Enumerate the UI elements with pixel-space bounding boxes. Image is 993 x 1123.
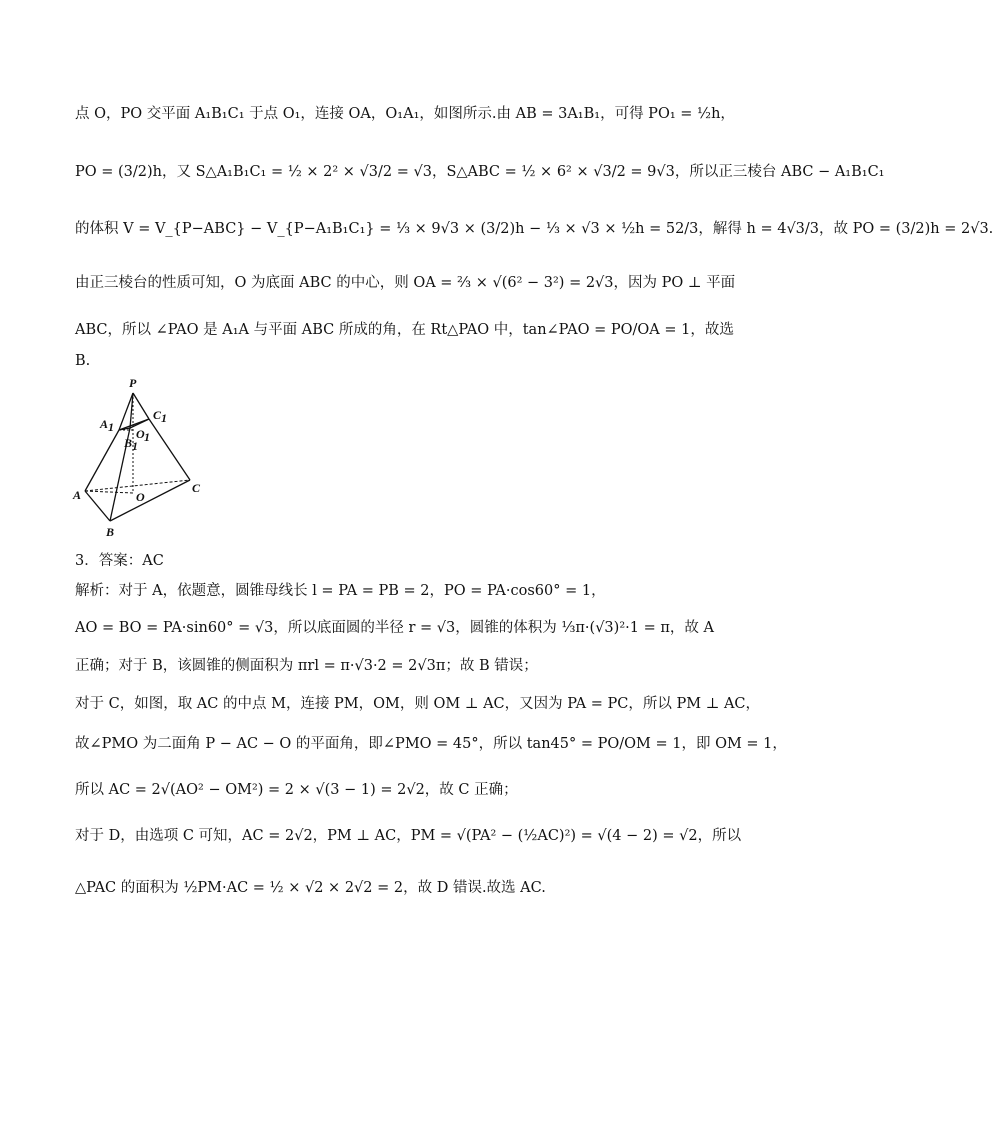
edge-C1-C [149, 419, 190, 480]
edge-P-C1 [133, 393, 149, 419]
label-A: A [73, 488, 82, 502]
text-line-8: 解析：对于 A，依题意，圆锥母线长 l = PA = PB = 2，PO = PA·cos60° = 1， [75, 583, 606, 599]
label-P: P [129, 376, 137, 390]
truncated-pyramid-figure [62, 372, 232, 542]
label-O1-sub: 1 [144, 430, 150, 444]
label-B1-sub: 1 [132, 439, 138, 453]
text-line-13: 所以 AC = 2√(AO² − OM²) = 2 × √(3 − 1) = 2√2，故 C 正确； [75, 782, 518, 798]
label-B1: B [124, 436, 133, 450]
edge-B-C [110, 480, 190, 521]
text-line-3: 的体积 V = V_{P−ABC} − V_{P−A₁B₁C₁} = ⅓ × 9√3 × (3/2)h − ⅓ × √3 × ½h = 52/3，解得 h = 4√3/3，故 PO = (3/2)h = 2√3. [75, 221, 993, 237]
pyramid-diagram [62, 372, 232, 542]
label-C: C [192, 481, 201, 495]
text-line-15: △PAC 的面积为 ½PM·AC = ½ × √2 × 2√2 = 2，故 D 错误.故选 AC. [75, 880, 546, 896]
text-line-2: PO = (3/2)h，又 S△A₁B₁C₁ = ½ × 2² × √3/2 = √3，S△ABC = ½ × 6² × √3/2 = 9√3，所以正三棱台 ABC − A₁B₁C₁ [75, 164, 885, 180]
edge-A-O-hidden [85, 491, 133, 493]
text-line-6: B. [75, 353, 91, 369]
label-O: O [136, 490, 145, 504]
text-line-7: 3．答案：AC [75, 553, 164, 569]
label-A1: A [100, 417, 109, 431]
text-line-10: 正确；对于 B，该圆锥的侧面积为 πrl = π·√3·2 = 2√3π；故 B 错误； [75, 658, 538, 674]
edge-A-B [85, 491, 110, 521]
text-line-11: 对于 C，如图，取 AC 的中点 M，连接 PM，OM，则 OM ⊥ AC，又因为 PA = PC，所以 PM ⊥ AC， [75, 696, 761, 712]
text-line-12: 故∠PMO 为二面角 P − AC − O 的平面角，即∠PMO = 45°，所以 tan45° = PO/OM = 1，即 OM = 1， [75, 736, 787, 752]
edge-A1-A [85, 430, 119, 491]
text-line-14: 对于 D，由选项 C 可知，AC = 2√2，PM ⊥ AC，PM = √(PA² − (½AC)²) = √(4 − 2) = √2，所以 [75, 828, 742, 844]
text-line-9: AO = BO = PA·sin60° = √3，所以底面圆的半径 r = √3，圆锥的体积为 ⅓π·(√3)²·1 = π，故 A [75, 620, 714, 636]
label-A1-sub: 1 [108, 420, 114, 434]
label-B: B [106, 525, 115, 539]
text-line-5: ABC，所以 ∠PAO 是 A₁A 与平面 ABC 所成的角，在 Rt△PAO 中，tan∠PAO = PO/OA = 1，故选 [75, 322, 734, 338]
label-C1-sub: 1 [161, 411, 167, 425]
label-C1: C [153, 408, 162, 422]
label-O1: O [136, 427, 145, 441]
text-line-1: 点 O，PO 交平面 A₁B₁C₁ 于点 O₁，连接 OA，O₁A₁，如图所示.由 AB = 3A₁B₁，可得 PO₁ = ½h， [75, 106, 735, 122]
text-line-4: 由正三棱台的性质可知，O 为底面 ABC 的中心，则 OA = ⅔ × √(6² − 3²) = 2√3，因为 PO ⊥ 平面 [75, 275, 736, 291]
